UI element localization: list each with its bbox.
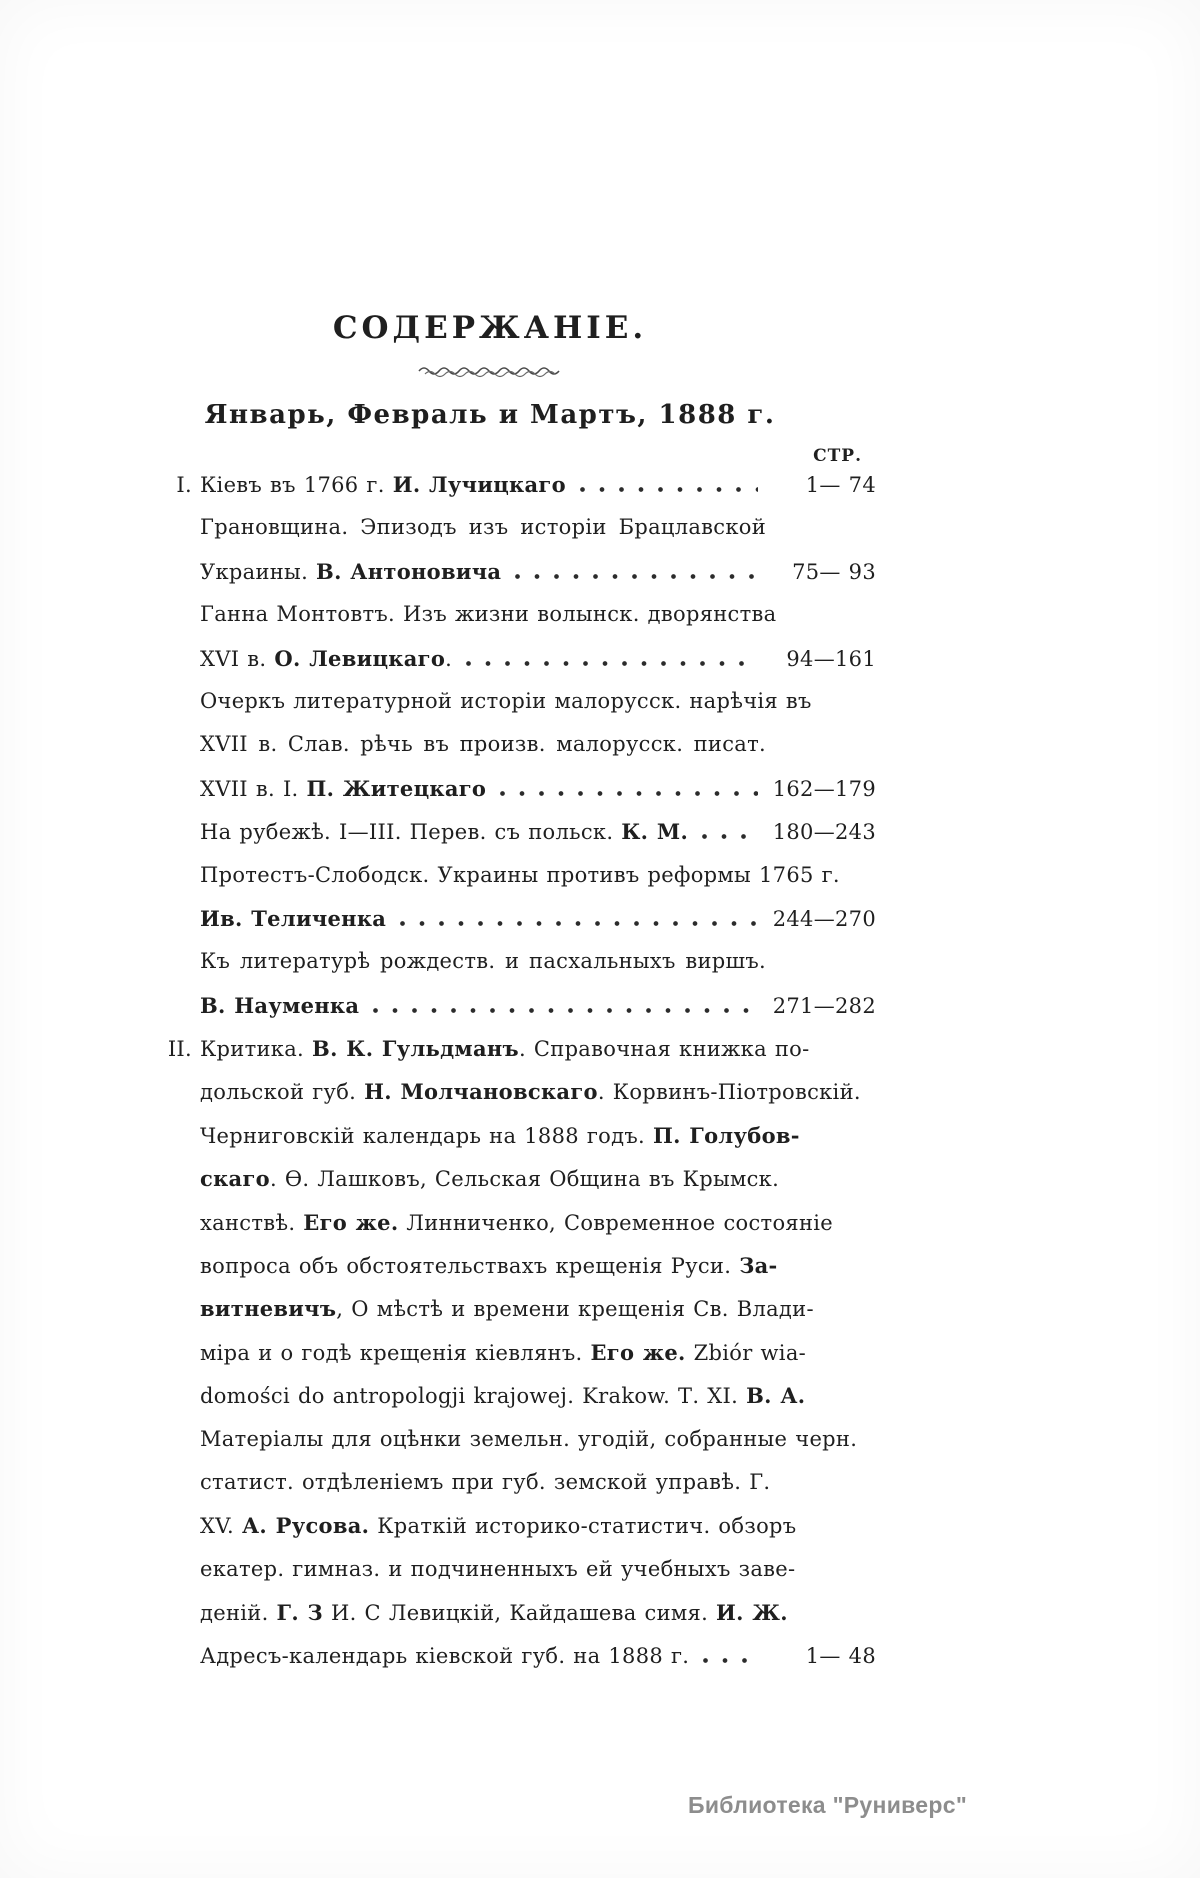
page-range: 1— 48 (805, 1643, 876, 1668)
entry-title-text: Протестъ-Слободск. Украины противъ реформы 1765 г. (200, 862, 840, 887)
entry-title-text: статист. отдѣленіемъ при губ. земской управѣ. Г. (200, 1469, 771, 1494)
entry-text (200, 949, 766, 973)
author-name: Ив. Теличенка (200, 905, 387, 931)
toc-line (160, 1166, 876, 1209)
toc-line (160, 1123, 876, 1166)
toc-line (160, 602, 876, 645)
entry-text (200, 1513, 797, 1539)
issue-subtitle: Январь, Февраль и Мартъ, 1888 г. (204, 400, 776, 430)
table-of-contents (160, 472, 876, 1687)
section-numeral: II. (167, 1037, 192, 1062)
entry-title-text: И. С Левицкій, Кайдашева симя. (323, 1601, 717, 1626)
entry-text (200, 688, 812, 713)
entry-text (200, 993, 359, 1018)
entry-title-text: domości do antropologji krajowej. Krakow. Т. XI. (200, 1384, 747, 1409)
toc-line (160, 689, 876, 732)
page-range: 75— 93 (792, 559, 876, 584)
toc-line (160, 863, 876, 906)
entry-text (200, 1600, 788, 1626)
entry-text (200, 1556, 796, 1581)
author-name: В. А. (746, 1383, 806, 1409)
author-name: И. Ж. (716, 1600, 788, 1626)
toc-line (160, 1513, 876, 1556)
entry-text (200, 1036, 810, 1062)
entry-title-text: дольской губ. (200, 1080, 365, 1105)
entry-title-text: XVI в. (200, 646, 275, 671)
entry-title-text: Матеріалы для оцѣнки земельн. угодій, собранные черн. (200, 1426, 858, 1451)
entry-title-text: Краткій историко-статистич. обзоръ (369, 1514, 797, 1539)
entry-title-text: ханствѣ. (200, 1210, 304, 1235)
author-name: П. Житецкаго (306, 775, 487, 801)
pages-column-header: СТР. (813, 446, 862, 466)
toc-line (160, 1210, 876, 1253)
entry-text (200, 1296, 814, 1322)
author-name: скаго (200, 1166, 270, 1192)
toc-line (160, 1600, 876, 1643)
page-title: СОДЕРЖАНІЕ. (332, 310, 648, 346)
entry-title-text: . (445, 646, 453, 671)
dot-leader (513, 574, 758, 579)
author-name: А. Русова. (242, 1513, 370, 1539)
dot-leader (371, 1008, 758, 1013)
entry-title-text: Грановщина. Эпизодъ изъ исторіи Брацлавской (200, 515, 766, 540)
author-name: За- (739, 1253, 778, 1279)
entry-text (200, 906, 386, 931)
entry-text (200, 1426, 858, 1451)
entry-text (200, 1253, 778, 1279)
dot-leader (464, 661, 758, 666)
toc-line (160, 1253, 876, 1296)
page-content (160, 310, 876, 1687)
entry-title-text: Линниченко, Современное состояніе (398, 1210, 833, 1235)
entry-title-text: Кіевъ въ 1766 г. (200, 473, 393, 497)
toc-line (160, 1036, 876, 1079)
dot-leader (578, 487, 758, 492)
entry-text (200, 1469, 771, 1494)
toc-line (160, 646, 876, 689)
entry-text (200, 602, 777, 627)
library-watermark: Библиотека "Руниверс" (688, 1792, 968, 1818)
author-name: Его же. (590, 1339, 686, 1365)
toc-line (160, 819, 876, 862)
toc-line (160, 1644, 876, 1687)
dot-leader (701, 1658, 758, 1663)
entry-title-text: Къ литературѣ рождеств. и пасхальныхъ виршъ. (200, 949, 766, 974)
entry-text (200, 1339, 807, 1365)
entry-text (200, 732, 766, 756)
author-name: В. К. Гульдманъ (312, 1036, 519, 1062)
section-numeral: I. (176, 473, 192, 497)
toc-line (160, 906, 876, 949)
toc-line (160, 1557, 876, 1600)
author-name: Н. Молчановскаго (364, 1079, 598, 1105)
entry-title-text: Критика. (200, 1037, 313, 1062)
squiggle-icon (415, 362, 565, 378)
toc-line (160, 1427, 876, 1470)
toc-line (160, 1383, 876, 1426)
toc-line (160, 949, 876, 992)
entry-title-text: На рубежѣ. I—III. Перев. съ польск. (200, 820, 622, 845)
entry-title-text: . Ѳ. Лашковъ, Сельская Община въ Крымск. (269, 1167, 780, 1192)
author-name: Его же. (303, 1209, 399, 1235)
entry-title-text: , О мѣстѣ и времени крещенія Св. Влади- (336, 1297, 814, 1322)
page-range: 244—270 (772, 906, 876, 931)
toc-line (160, 1470, 876, 1513)
entry-text (200, 472, 566, 497)
page-range: 162—179 (772, 776, 876, 801)
entry-title-text: вопроса объ обстоятельствахъ крещенія Руси. (200, 1254, 740, 1279)
page-range: 180—243 (772, 820, 876, 845)
page-range: 1— 74 (805, 473, 876, 497)
entry-text (200, 862, 840, 887)
author-name: П. Голубов- (652, 1122, 800, 1148)
entry-title-text: Ганна Монтовтъ. Изъ жизни волынск. дворянства (200, 602, 777, 627)
entry-title-text: XVII в. Слав. рѣчь въ произв. малорусск. писат. (200, 732, 766, 757)
entry-text (200, 1079, 861, 1105)
entry-text (200, 1209, 833, 1235)
author-name: витневичъ (200, 1296, 337, 1322)
toc-line (160, 515, 876, 558)
dot-leader (700, 834, 758, 839)
entry-text (200, 1166, 780, 1192)
entry-title-text: Очеркъ литературной исторіи малорусск. нарѣчія въ (200, 688, 812, 713)
page-range: 94—161 (786, 646, 876, 671)
author-name: Г. З (276, 1600, 323, 1626)
entry-title-text: Украины. (200, 559, 317, 584)
decorative-squiggle (160, 362, 820, 378)
entry-title-text: XVII в. I. (200, 776, 307, 801)
entry-text (200, 559, 501, 584)
author-name: И. Лучицкаго (392, 472, 566, 497)
entry-title-text: Zbiór wia- (685, 1340, 807, 1365)
entry-title-text: . Справочная книжка по- (518, 1037, 810, 1062)
entry-title-text: . Корвинъ-Піотровскій. (597, 1080, 861, 1105)
entry-text (200, 819, 688, 844)
dot-leader (398, 921, 758, 926)
author-name: В. Антоновича (316, 558, 502, 584)
toc-line (160, 993, 876, 1036)
dot-leader (498, 791, 758, 796)
entry-title-text: Адресъ-календарь кіевской губ. на 1888 г. (200, 1643, 690, 1668)
page-range: 271—282 (772, 993, 876, 1018)
entry-text (200, 1644, 689, 1668)
entry-title-text: деній. (200, 1601, 277, 1626)
entry-text (200, 515, 766, 539)
entry-text (200, 646, 452, 671)
entry-title-text: Черниговскій календарь на 1888 годъ. (200, 1123, 653, 1148)
toc-line (160, 1079, 876, 1122)
entry-text (200, 1122, 800, 1148)
entry-title-text: екатер. гимназ. и подчиненныхъ ей учебныхъ заве- (200, 1556, 796, 1581)
toc-line (160, 1296, 876, 1339)
toc-line (160, 732, 876, 775)
author-name: О. Левицкаго (274, 645, 446, 671)
toc-line (160, 1340, 876, 1383)
entry-text (200, 1383, 806, 1409)
toc-line (160, 559, 876, 602)
author-name: К. М. (621, 819, 689, 845)
toc-line (160, 472, 876, 515)
author-name: В. Науменка (200, 992, 360, 1018)
toc-line (160, 776, 876, 819)
entry-title-text: XV. (200, 1514, 242, 1539)
entry-text (200, 776, 486, 801)
entry-title-text: міра и о годѣ крещенія кіевлянъ. (200, 1340, 591, 1365)
